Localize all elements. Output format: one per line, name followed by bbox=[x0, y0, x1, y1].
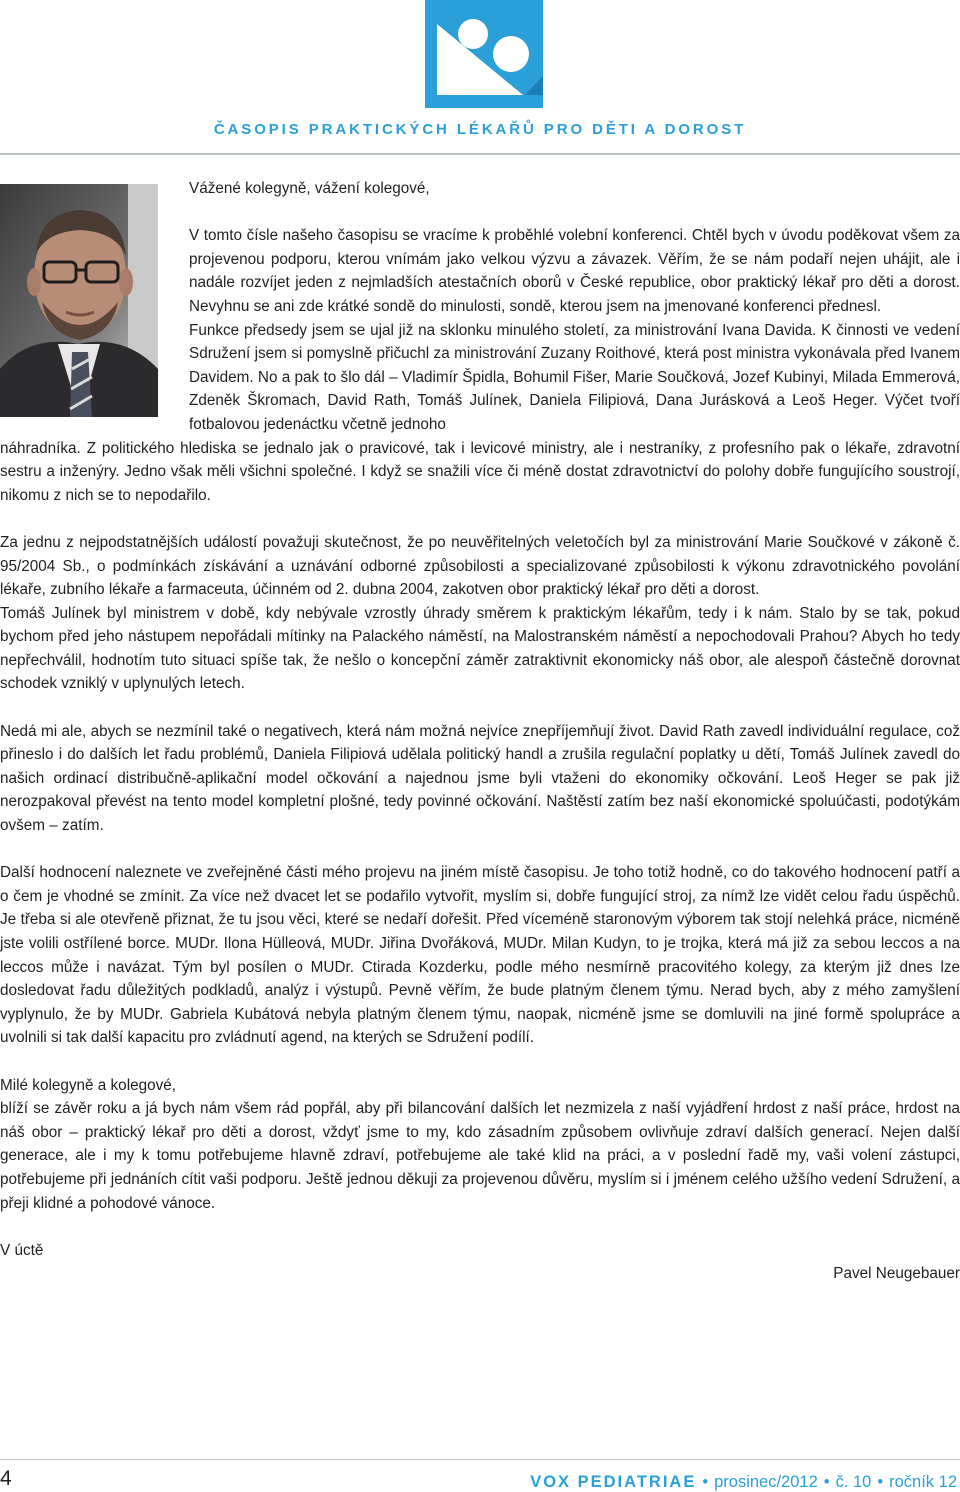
paragraph: Za jednu z nejpodstatnějších událostí považuji skutečnost, že po neuvěřitelných veletočích byl za ministrování Marie Součkové v zákoně č. 95/2004 Sb., o podmínkách získávání a uznávání odborné způsobilosti a specializované způsobilosti k výkonu zdravotnického povolání lékaře, zubního lékaře a farmaceuta, účinném od 2. dubna 2004, zakotven obor praktický lékař pro děti a dorost. bbox=[0, 533, 960, 599]
bullet-separator: • bbox=[877, 1473, 884, 1491]
editorial-article bbox=[0, 177, 960, 1286]
volume-number: ročník 12 bbox=[889, 1473, 957, 1491]
closing: V úctě bbox=[0, 1241, 44, 1259]
paragraph: náhradníka. Z politického hlediska se jednalo jak o pravicové, tak i levicové ministry, ale i nestraníky, z profesního pak o lékaře, zdravotní sestru a inženýry. Jedno však měli všichni společné. I když se snažili více či méně dostat zdravotnictví do polohy dobře fungujícího soustrojí, nikomu z nich se to nepodařilo. bbox=[0, 439, 960, 504]
page-number: 4 bbox=[0, 1467, 12, 1490]
paragraph: Nedá mi ale, abych se nezmínil také o negativech, která nám možná nejvíce znepříjemňují život. David Rath zavedl individuální regulace, což přineslo i do dalších let řadu problémů, Daniela Filipiová udělala politický handl a zrušila regulační poplatky u dětí, Tomáš Julínek zavedl do našich ordinací distribučně-aplikační model očkování a najednou jsme byli vtaženi do ekonomiky očkování. Leoš Heger se pak již nerozpakoval převést na tento model kompletní plošné, tedy povinné očkování. Naštěstí zatím bez naší ekonomické spoluúčasti, podotýkám ovšem – zatím. bbox=[0, 722, 960, 835]
salutation: Vážené kolegyně, vážení kolegové, bbox=[189, 180, 430, 197]
journal-title: ČASOPIS PRAKTICKÝCH LÉKAŘŮ PRO DĚTI A DOROST bbox=[213, 121, 747, 138]
bullet-separator: • bbox=[823, 1473, 830, 1491]
footer-divider bbox=[0, 1459, 960, 1460]
issue-number: č. 10 bbox=[835, 1473, 872, 1491]
paragraph: Tomáš Julínek byl ministrem v době, kdy nebývale vzrostly úhrady směrem k praktickým lékařům, tedy i k nám. Stalo by se tak, pokud bychom před jeho nástupem nepořádali mítinky na Palackého náměstí, na Malostranském náměstí a nepochodovali Prahou? Abych ho tedy nepřechválil, hodnotím tuto situaci spíše tak, že nešlo o koncepční záměr zatraktivnit ekonomicky náš obor, ale alespoň částečně dorovnat schodek vzniklý v uplynulých letech. bbox=[0, 604, 960, 693]
paragraph: Další hodnocení naleznete ve zveřejněné části mého projevu na jiném místě časopisu. Je toho totiž hodně, co do takového hodnocení patří a o čem je vhodné se zmínit. Za více než dvacet let se podařilo vytvořit, myslím si, dobře fungující stroj, za nímž lze vidět celou řadu úspěchů. Je třeba si ale otevřeně přiznat, že tu jsou věci, které se nedaří dořešit. Před víceméně staronovým výborem tak stojí nelehká práce, nicméně jste volili ostřílené borce. MUDr. Ilona Hülleová, MUDr. Jiřina Dvořáková, MUDr. Milan Kudyn, to je trojka, která má již za sebou leccos a na leccos může i navázat. Tým byl posílen o MUDr. Ctirada Kozderku, podle mého nesmírně pracovitého kolegy, za kterým již dnes lze dosledovat řadu důležitých podkladů, analýz i výstupů. Pevně věřím, že bude platným členem týmu. Nerad bych, aby z mého zamyšlení vyplynulo, že by MUDr. Gabriela Kubátová nebyla platným členem týmu, naopak, nicméně jsme se domluvili na jiné formě spolupráce a uvolnili si tak další kapacitu pro zvládnutí agend, na kterých se Sdružení podílí. bbox=[0, 864, 960, 1047]
paragraph: blíží se závěr roku a já bych nám všem rád popřál, aby při bilancování dalších let nezmizela z naší vyjádření hrdost z naší práce, hrdost na náš obor – praktický lékař pro děti a dorost, vždyť jsme to my, kdo zásadním způsobem ovlivňuje zdraví dalších generací. Nejen další generace, ale i my k tomu potřebujeme hlavně zdraví, potřebujeme ale také klid na práci, a v poslední řadě my, vaši volení zástupci, potřebujeme při jednáních cítit vaši podporu. Ještě jednou děkuji za projevenou důvěru, myslím si i jménem celého užšího vedení Sdružení, a přeji klidné a pohodové vánoce. bbox=[0, 1100, 960, 1212]
salutation: Milé kolegyně a kolegové, bbox=[0, 1076, 177, 1094]
magazine-name: VOX PEDIATRIAE bbox=[530, 1473, 697, 1491]
signature: Pavel Neugebauer bbox=[833, 1265, 960, 1283]
header-divider bbox=[0, 153, 960, 155]
bullet-separator: • bbox=[702, 1473, 709, 1491]
footer-publication-info bbox=[530, 1472, 957, 1492]
paragraph: V tomto čísle našeho časopisu se vracíme k proběhlé volební konferenci. Chtěl bych v úvodu poděkovat všem za projevenou podporu, kterou vnímám jako velkou výzvu a závazek. Věřím, že se nám podaří nejen uhájit, ale i nadále rozvíjet jeden z nejmladších atestačních oborů v České republice, obor praktický lékař pro děti a dorost. Nevyhnu se ani zde krátké sondě do minulosti, sondě, kterou jsem na jmenované konferenci přednesl. bbox=[189, 227, 960, 315]
journal-logo bbox=[425, 0, 543, 108]
paragraph: Funkce předsedy jsem se ujal již na sklonku minulého století, za ministrování Ivana Davida. K činnosti ve vedení Sdružení jsem si pomyslně přičuchl za ministrování Zuzany Roithové, která post ministra vykonávala před Ivanem Davidem. No a pak to šlo dál – Vladimír Špidla, Bohumil Fišer, Marie Součková, Jozef Kubinyi, Milada Emmerová, Zdeněk Škromach, David Rath, Tomáš Julínek, Daniela Filipiová, Dana Jurásková a Leoš Heger. Výčet tvoří fotbalovou jedenáctku včetně jednoho bbox=[189, 321, 960, 433]
issue-date: prosinec/2012 bbox=[714, 1473, 818, 1491]
